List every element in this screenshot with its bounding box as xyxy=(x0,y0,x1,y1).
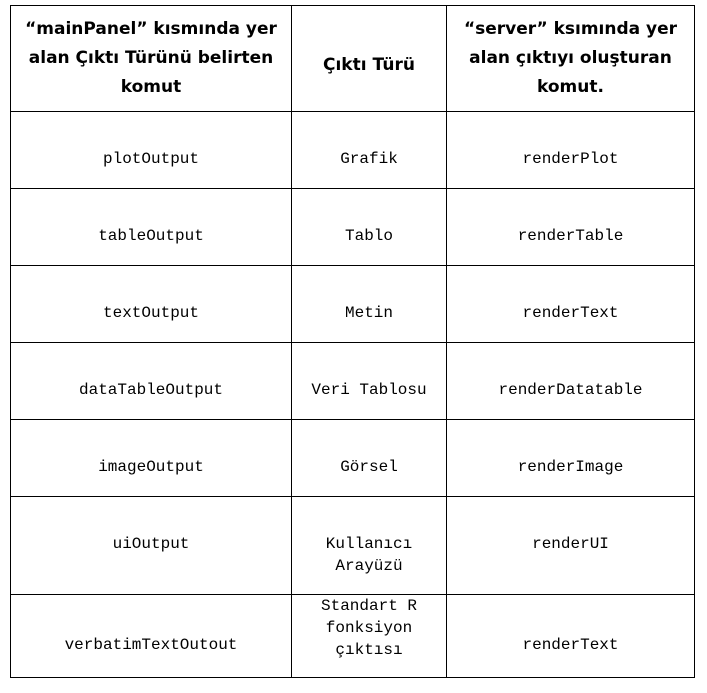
type-cell: Metin xyxy=(292,266,447,343)
table-row xyxy=(11,343,695,420)
render-cell: renderTable xyxy=(447,189,695,266)
table-row xyxy=(11,189,695,266)
type-cell: Tablo xyxy=(292,189,447,266)
command-cell: textOutput xyxy=(11,266,292,343)
render-cell: renderImage xyxy=(447,420,695,497)
command-cell: dataTableOutput xyxy=(11,343,292,420)
type-cell: Standart R fonksiyon çıktısı xyxy=(292,595,447,678)
render-cell: renderPlot xyxy=(447,112,695,189)
header-output-type: Çıktı Türü xyxy=(292,6,447,112)
table-header-row xyxy=(11,6,695,112)
table-row xyxy=(11,497,695,595)
command-cell: uiOutput xyxy=(11,497,292,595)
type-cell: Kullanıcı Arayüzü xyxy=(292,497,447,595)
table-row xyxy=(11,266,695,343)
header-server-command: “server” ksımında yer alan çıktıyı oluşturan komut. xyxy=(447,6,695,112)
render-cell: renderText xyxy=(447,266,695,343)
header-mainpanel-command: “mainPanel” kısmında yer alan Çıktı Türünü belirten komut xyxy=(11,6,292,112)
render-cell: renderUI xyxy=(447,497,695,595)
command-cell: plotOutput xyxy=(11,112,292,189)
render-cell: renderDatatable xyxy=(447,343,695,420)
type-cell: Veri Tablosu xyxy=(292,343,447,420)
command-cell: tableOutput xyxy=(11,189,292,266)
table-row xyxy=(11,595,695,678)
type-cell: Görsel xyxy=(292,420,447,497)
output-types-table xyxy=(10,5,695,678)
command-cell: imageOutput xyxy=(11,420,292,497)
table-row xyxy=(11,420,695,497)
table-row xyxy=(11,112,695,189)
render-cell: renderText xyxy=(447,595,695,678)
type-cell: Grafik xyxy=(292,112,447,189)
command-cell: verbatimTextOutout xyxy=(11,595,292,678)
